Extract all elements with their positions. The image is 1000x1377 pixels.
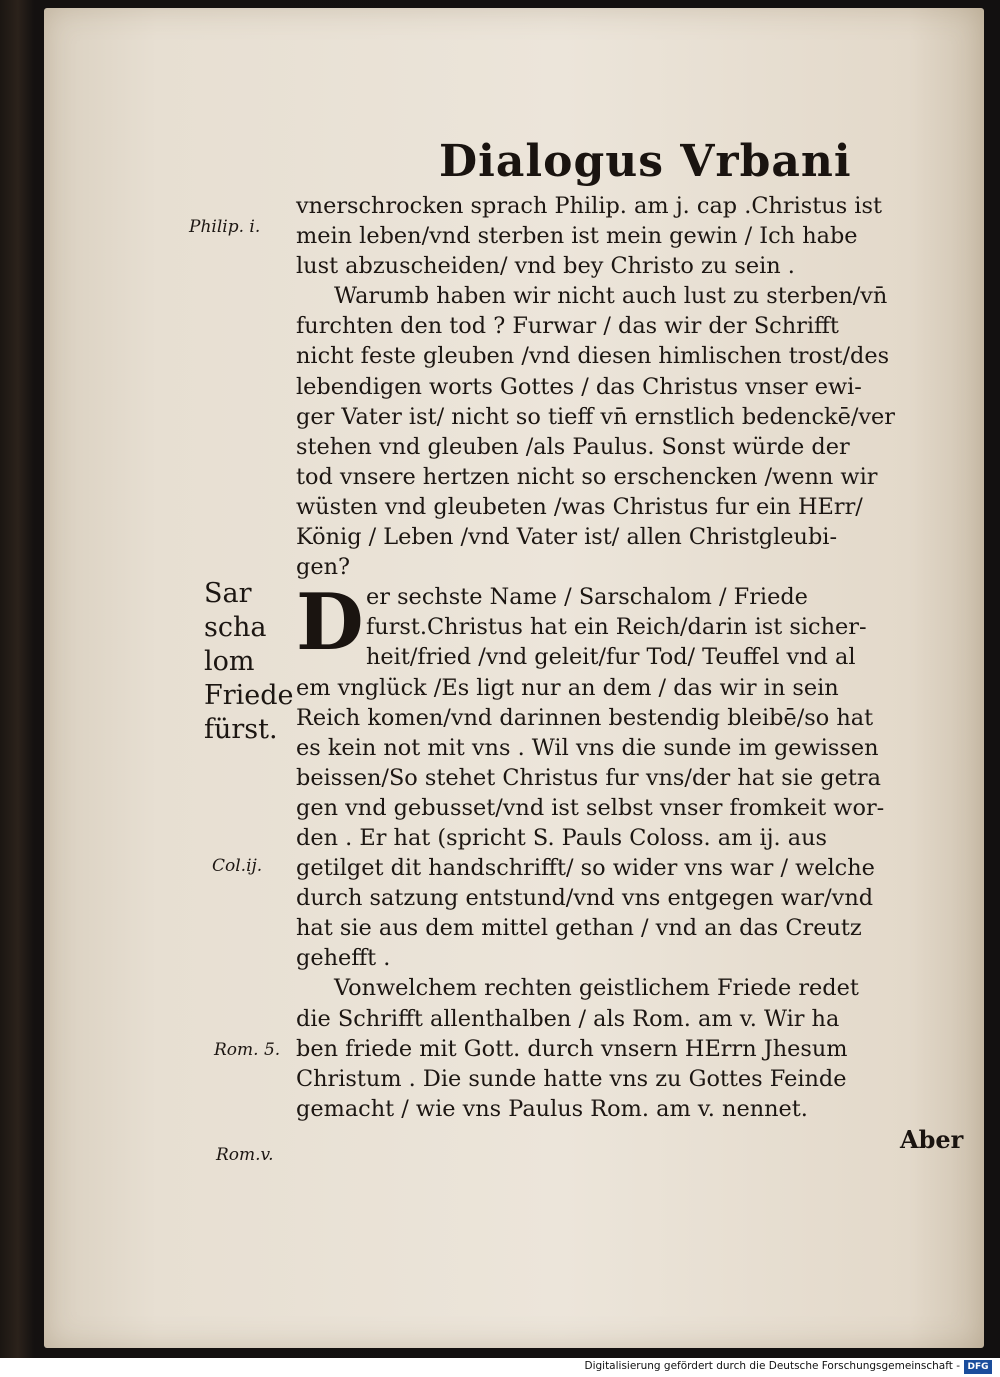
dfg-logo: DFG <box>964 1360 992 1374</box>
text-line: gemacht / wie vns Paulus Rom. am v. nennet. <box>296 1095 808 1122</box>
margin-note-sarschalom-2: scha <box>204 612 267 643</box>
text-line: Vonwelchem rechten geistlichem Friede redet <box>334 975 859 1002</box>
text-line: furchten den tod ? Furwar / das wir der Schrifft <box>296 313 839 340</box>
text-line: em vnglück /Es ligt nur an dem / das wir in sein <box>296 674 839 701</box>
text-line: durch satzung entstund/vnd vns entgegen war/vnd <box>296 885 874 912</box>
text-line: gehefft . <box>296 945 391 972</box>
text-line: hat sie aus dem mittel gethan / vnd an das Creutz <box>296 915 862 942</box>
book-page <box>44 8 984 1348</box>
text-line: Christum . Die sunde hatte vns zu Gottes Feinde <box>296 1065 847 1092</box>
footer-bar <box>0 1358 1000 1377</box>
text-line: es kein not mit vns . Wil vns die sunde im gewissen <box>296 734 879 761</box>
text-line: Reich komen/vnd darinnen bestendig bleibē/so hat <box>296 704 874 731</box>
margin-note-sarschalom-1: Sar <box>204 578 252 609</box>
margin-note-sarschalom-4: Friede <box>204 680 294 711</box>
text-line: stehen vnd gleuben /als Paulus. Sonst würde der <box>296 433 850 460</box>
text-line: beissen/So stehet Christus fur vns/der hat sie getra <box>296 764 881 791</box>
footer-credit: Digitalisierung gefördert durch die Deutsche Forschungsgemeinschaft - <box>584 1360 960 1372</box>
catchword: Aber <box>900 1125 964 1154</box>
margin-note-philip: Philip. i. <box>189 217 261 237</box>
margin-note-sarschalom-5: fürst. <box>204 714 278 745</box>
text-line: die Schrifft allenthalben / als Rom. am v. Wir ha <box>296 1005 840 1032</box>
text-line: gen? <box>296 554 351 581</box>
text-line: Warumb haben wir nicht auch lust zu sterben/vn̄ <box>334 283 888 310</box>
dropcap-initial: D <box>296 577 364 669</box>
text-line: lebendigen worts Gottes / das Christus vnser ewi- <box>296 373 862 400</box>
text-line: heit/fried /vnd geleit/fur Tod/ Teuffel vnd al <box>366 644 856 671</box>
text-line: er sechste Name / Sarschalom / Friede <box>366 584 808 611</box>
margin-note-rom-2: Rom.v. <box>216 1145 274 1165</box>
text-line: wüsten vnd gleubeten /was Christus fur ein HErr/ <box>296 493 863 520</box>
margin-note-sarschalom-3: lom <box>204 646 255 677</box>
body-text <box>296 191 966 1124</box>
text-line: König / Leben /vnd Vater ist/ allen Christgleubi- <box>296 524 838 551</box>
text-line: gen vnd gebusset/vnd ist selbst vnser fromkeit wor- <box>296 794 885 821</box>
margin-note-rom-1: Rom. 5. <box>214 1040 281 1060</box>
dropcap-paragraph <box>296 577 966 672</box>
text-line: ben friede mit Gott. durch vnsern HErrn Jhesum <box>296 1035 848 1062</box>
running-head: Dialogus Vrbani <box>439 136 852 187</box>
text-line: den . Er hat (spricht S. Pauls Coloss. am ij. aus <box>296 824 828 851</box>
text-line: getilget dit handschrifft/ so wider vns war / welche <box>296 855 875 882</box>
margin-note-col: Col.ij. <box>212 856 263 876</box>
text-line: furst.Christus hat ein Reich/darin ist sicher- <box>366 614 867 641</box>
text-line: lust abzuscheiden/ vnd bey Christo zu sein . <box>296 253 795 280</box>
text-line: nicht feste gleuben /vnd diesen himlischen trost/des <box>296 343 890 370</box>
text-line: tod vnsere hertzen nicht so erschencken /wenn wir <box>296 463 878 490</box>
text-line: mein leben/vnd sterben ist mein gewin / Ich habe <box>296 223 858 250</box>
text-line: vnerschrocken sprach Philip. am j. cap .Christus ist <box>296 193 882 219</box>
text-line: ger Vater ist/ nicht so tieff vn̄ ernstlich bedenckē/ver <box>296 403 895 430</box>
